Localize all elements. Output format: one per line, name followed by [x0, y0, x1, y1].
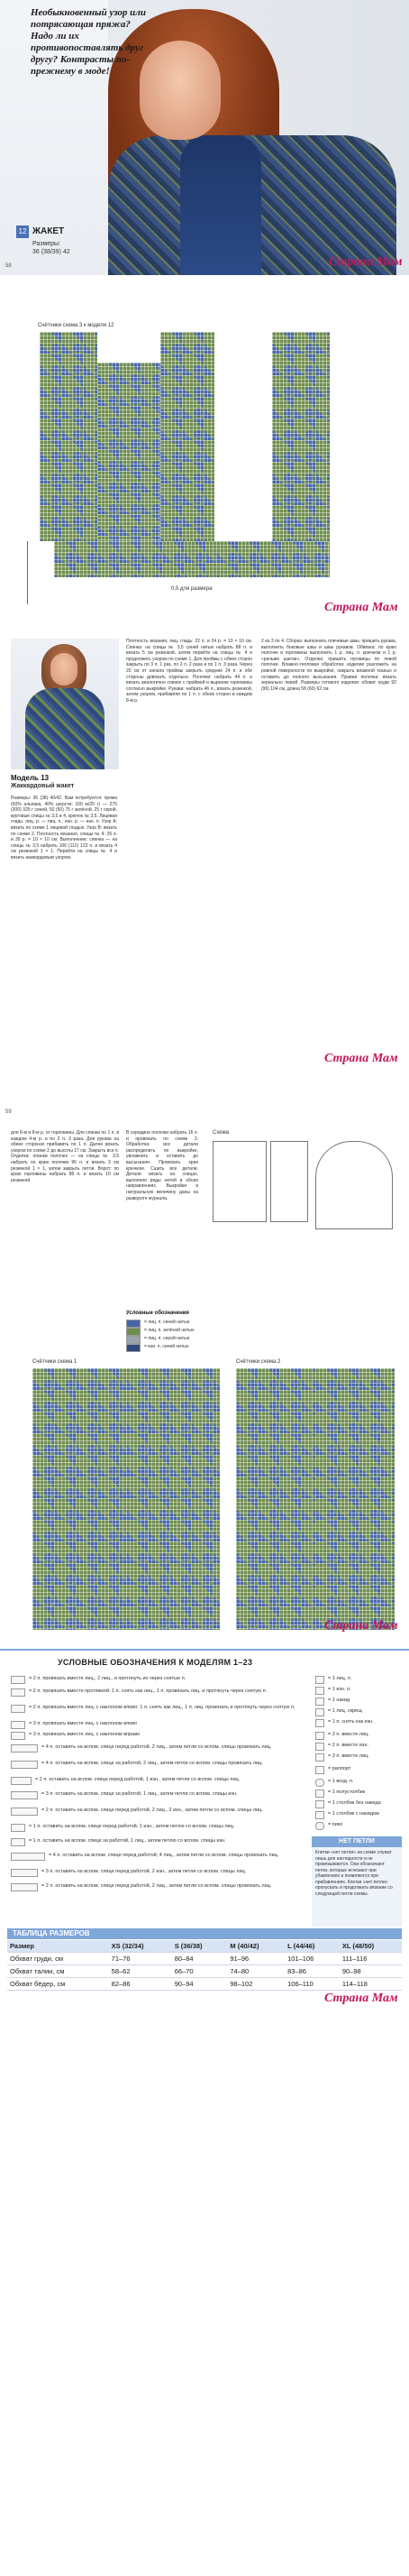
model13-text-col3: 2 из 3 по 4. Сборка: выполнить плечевые швы, пришить рукава, выполнить боковые швы и швы рукавов. Обвязка: по краю полочек и горловины выполнить 1 р. лиц. п. крючком и 1 р. «рачьим шагом». Отделка: пришить пуговицы по левой полочке. Влажно-тепловая обработка: изделие разложить на ровной поверхности по выкройке, накрыть влажной тканью и оставить до полного высыхания. Правая полочка: вязать зеркально левой. Размеры готового изделия: обхват груди 92 (96) 104 см, длина 58 (60) 62 см.	[261, 639, 396, 692]
watermark: Страна Мам	[324, 1619, 398, 1633]
knit-chart-bottom-band	[54, 541, 216, 577]
slip-stitch-icon	[315, 1719, 324, 1727]
cable-symbol-icon	[11, 1777, 32, 1785]
double-crochet-icon	[315, 1811, 324, 1819]
knit-chart-scheme1-left	[32, 1368, 126, 1630]
legend-item	[315, 1676, 402, 1684]
legend-item	[11, 1824, 308, 1832]
cable-symbol-icon	[11, 1883, 38, 1891]
table-cell: Обхват груди, см	[7, 1953, 109, 1965]
legend-text: = 3 п. провязать вместе лиц. с наклоном вправо	[29, 1732, 141, 1737]
yarnover-symbol-icon	[315, 1697, 324, 1706]
legend-item	[315, 1719, 402, 1727]
knit-chart-right-front	[272, 332, 330, 541]
size-table-title: ТАБЛИЦА РАЗМЕРОВ	[7, 1928, 402, 1939]
legend-item	[315, 1800, 402, 1808]
legend-text: = 2 п. провязать вместе лиц. с наклоном влево: 1 п. снять как лиц., 1 п. лиц. провязать и протянуть через снятую п.	[29, 1705, 295, 1710]
legend-text: = 2 п. вместе лиц.	[328, 1732, 369, 1737]
size-table-header-cell: L (44/46)	[285, 1940, 340, 1953]
picot-icon	[315, 1822, 324, 1830]
legend-item	[11, 1869, 308, 1877]
legend-item	[315, 1743, 402, 1751]
model13-text-col1: Размеры: 36 (38) 40/42. Вам потребуется: пряжа (60% альпака, 40% шерсти; 100 м/25 г) — 275 (300) 325 г синей, 50 (50) 75 г зелёной, 25 г серой, круговые спицы № 3,5 и 4, крючок № 3,5. Лицевая гладь: лиц. р. — лиц. п., изн. р. — изн. п. Узор A: вязать по схеме 1 лицевой гладью. Узор B: вязать по схеме 2. Плотность вязания, спицы № 4: 25 п. и 30 р. = 10 × 10 см. Выполнение: спинка — на спицы № 3,5 набрать 106 (112) 122 п. и вязать 4 см резинкой 1 × 1. Перейти на спицы № 4 и вязать жаккардовым узором.	[11, 796, 117, 860]
legend-text: = 2 п. вместе изн.	[328, 1743, 369, 1748]
legend-item	[315, 1779, 402, 1787]
legend-text: = изн. п. синей нитью	[144, 1344, 189, 1349]
pattern-piece-back	[213, 1141, 267, 1222]
model13-photo-face	[50, 653, 77, 685]
pattern-label: Схема	[213, 1130, 230, 1136]
model-photo-shirt	[180, 135, 261, 275]
legend-item	[11, 1853, 308, 1861]
legend-item	[11, 1777, 308, 1785]
table-cell: Обхват талии, см	[7, 1965, 109, 1978]
table-row	[7, 1978, 402, 1991]
legend-item	[11, 1808, 308, 1816]
legend-item	[11, 1791, 308, 1799]
legend-item	[11, 1883, 308, 1891]
watermark: Страна Мам	[324, 1992, 398, 2005]
knit-chart-left-shoulder	[97, 363, 160, 541]
table-cell: 90–98	[340, 1965, 402, 1978]
single-crochet-icon	[315, 1800, 324, 1808]
legend-item	[11, 1744, 308, 1753]
twisted-knit-icon	[315, 1708, 324, 1716]
knit-chart-bottom-band-right	[216, 541, 330, 577]
legend-text: = 3 п. оставить на вспом. спице за работой, 1 лиц., затем петли со вспом. спицы изн.	[41, 1791, 238, 1797]
legend-text: = 1 накид	[328, 1697, 350, 1703]
knit-symbol-icon	[11, 1705, 25, 1713]
cont-legend-list	[126, 1320, 195, 1352]
table-cell: 90–94	[172, 1978, 228, 1991]
legend-item	[315, 1753, 402, 1762]
knit-symbol-icon	[11, 1688, 25, 1697]
cover-section	[0, 0, 409, 275]
legend-text: = 2 п. провязать вместе протяжкой: 1 п. снять как лиц., 1 п. провязать лиц. и протянуть через снятую п.	[29, 1688, 268, 1694]
k3tog-icon	[315, 1753, 324, 1762]
cont-legend-item	[126, 1328, 195, 1336]
table-cell: 80–84	[172, 1953, 228, 1965]
model13-photo-jacket	[25, 688, 105, 769]
legend-item	[11, 1761, 308, 1769]
pattern-piece-front	[270, 1141, 308, 1222]
legend-text: = 1 возд. п.	[328, 1779, 354, 1784]
table-cell: 74–80	[227, 1965, 285, 1978]
legend-item	[11, 1705, 308, 1713]
legend-text: = 3 п. вместе лиц.	[328, 1753, 369, 1759]
legend-item	[315, 1811, 402, 1819]
model13-continuation-section	[0, 1123, 409, 1646]
cable-symbol-icon	[11, 1824, 25, 1832]
cont-text-col1: для 8-м и 8-м р. от горловины. Для спинки по 1 п. в каждом 4-м р. и по 2 п. 3 раза. Для рукава на обеих сторонах прибавить по 1 п. Далее вязать узором по схеме 2 до высоты 17 см. Закрыть все п. Отделка: планки полочек — на спицы № 3,5 набрать по краю полочки 96 п. и вязать 3 см резинкой 1 × 1, затем закрыть петли. Ворот: по краю горловины набрать 88 п. и вязать 10 см резинкой.	[11, 1130, 119, 1183]
swatch-darkblue	[126, 1344, 141, 1352]
knit-chart-left-front	[40, 332, 97, 541]
model-number-badge: 12	[16, 225, 29, 238]
neckline-gap-left	[97, 332, 160, 363]
divider	[0, 1649, 409, 1651]
table-cell: 106–110	[285, 1978, 340, 1991]
size-table-header	[7, 1940, 402, 1953]
legend-text: = лиц. п. зелёной нитью	[144, 1328, 195, 1333]
cont-legend-item	[126, 1344, 195, 1352]
size-table-header-cell: S (36/38)	[172, 1940, 228, 1953]
watermark: Страна Мам	[324, 1052, 398, 1065]
page-number: 59	[5, 1109, 12, 1115]
legend-text: = 2 п. провязать вместе лиц., 2 лиц., и протянуть их через снятые п.	[29, 1676, 186, 1681]
no-stitch-note-text: Клетки «нет петли» на схеме служат лишь для наглядности и не провязываются. Они обозначают петли, которые исчезают при убавлениях и появляются при прибавлениях. Клетки «нет петли» пропускать и продолжать вязание со следующей петли схемы.	[315, 1850, 393, 1897]
knit-symbol-icon	[315, 1676, 324, 1684]
chart-subcaption: 0,5 для размера	[171, 586, 213, 592]
table-cell: 58–62	[109, 1965, 172, 1978]
scheme2-label: Счётчики схема 2	[236, 1359, 281, 1365]
legend-text: = 1 столбик с накидом	[328, 1811, 379, 1817]
model13-text-col2: Плотность вязания, лиц. гладь: 22 п. и 24 р. = 10 × 10 см. Спинка: на спицы № 3,5 синей нитью набрать 88 п. и вязать 5 см резинкой, затем перейти на спицы № 4 и продолжить узором по схеме 1. Для проймы с обеих сторон закрыть по 3 п. 1 раз, по 2 п. 2 раза и по 1 п. 3 раза. Через 20 см от начала проймы закрыть средние 24 п. и обе стороны довязать отдельно. Полочки: набрать 44 п. и вязать аналогично спинке с проймой и вырезом горловины согласно выкройке. Рукава: набрать 46 п., вязать резинкой, затем узором, прибавляя по 1 п. с обеих сторон в каждом 8-м р.	[126, 639, 252, 704]
watermark: Страна Мам	[329, 255, 403, 269]
model13-photo	[11, 639, 119, 769]
cont-legend-item	[126, 1320, 195, 1328]
table-cell: 114–118	[340, 1978, 402, 1991]
legend-item	[315, 1822, 402, 1830]
half-double-icon	[315, 1789, 324, 1798]
table-cell: 71–76	[109, 1953, 172, 1965]
repeat-icon	[315, 1766, 324, 1774]
legend-title: УСЛОВНЫЕ ОБОЗНАЧЕНИЯ К МОДЕЛЯМ 1–23	[58, 1658, 253, 1667]
model13-heading: Модель 13	[11, 774, 50, 782]
legend-text: = 1 полустолбик	[328, 1789, 366, 1795]
page-number: 58	[5, 263, 12, 269]
swatch-green	[126, 1328, 141, 1336]
legend-text: = 2 п. оставить на вспом. спице перед работой, 2 лиц., 2 изн., затем петли со вспом. спицы лиц.	[41, 1808, 263, 1813]
legend-text: = раппорт	[328, 1766, 351, 1771]
size-table-header-cell: XL (48/50)	[340, 1940, 402, 1953]
legend-text: = лиц. п. синей нитью	[144, 1320, 190, 1325]
cable-symbol-icon	[11, 1869, 38, 1877]
chart-scheme-section	[0, 280, 409, 626]
knit-chart-scheme1-right	[126, 1368, 220, 1630]
legend-text: = 1 п. оставить на вспом. спице за работой, 1 лиц., затем петлю со вспом. спицы изн.	[29, 1838, 226, 1844]
legend-text: = лиц. п. серой нитью	[144, 1336, 190, 1341]
size-table	[7, 1940, 402, 1991]
model-photo-face	[140, 41, 221, 140]
legend-text: = 1 п. снять как изн.	[328, 1719, 374, 1725]
knit-chart-scheme2-right	[315, 1368, 395, 1630]
sizes-label: Размеры:	[32, 241, 61, 247]
size-table-header-cell: Размер	[7, 1940, 109, 1953]
table-cell: Обхват бёдер, см	[7, 1978, 109, 1991]
chart-size-marker	[27, 541, 39, 604]
cont-text-col2: В середине полочки набрать 16 п. и провязать по схеме 3. Обработка: все детали распределить по выкройке, увлажнить и оставить до высыхания. Провязать края крючком. Сшить все детали. Детали вязать на спицах, выполняя ряды нитей в обоих направлениях. Выкройки в натуральную величину даны на развороте журнала.	[126, 1130, 198, 1201]
cable-symbol-icon	[11, 1744, 38, 1753]
legend-text: = 1 п. оставить на вспом. спице перед работой, 1 изн., затем петлю со вспом. спицы лиц.	[29, 1824, 235, 1829]
cont-legend-item	[126, 1336, 195, 1344]
table-row	[7, 1953, 402, 1965]
table-cell: 91–96	[227, 1953, 285, 1965]
table-cell: 101–106	[285, 1953, 340, 1965]
legend-item	[315, 1687, 402, 1695]
knit-chart-center	[160, 332, 214, 541]
size-table-header-cell: XS (32/34)	[109, 1940, 172, 1953]
cable-symbol-icon	[11, 1838, 25, 1846]
swatch-blue	[126, 1320, 141, 1328]
legend-text: = 1 лиц. п.	[328, 1676, 352, 1681]
knit-symbol-icon	[11, 1732, 25, 1740]
knit-symbol-icon	[11, 1676, 25, 1684]
legend-text: = 1 изн. п.	[328, 1687, 351, 1692]
pattern-piece-sleeve	[315, 1141, 393, 1229]
chain-stitch-icon	[315, 1779, 324, 1787]
k2tog-icon	[315, 1732, 324, 1740]
legend-item	[11, 1721, 308, 1729]
table-row	[7, 1965, 402, 1978]
legend-text: = 3 п. оставить на вспом. спице перед работой, 2 изн., затем петли со вспом. спицы лиц.	[41, 1869, 247, 1874]
scheme1-label: Счётчики схема 1	[32, 1359, 77, 1365]
p2tog-icon	[315, 1743, 324, 1751]
intro-quote: Необыкновенный узор или потрясающая пряжа? Надо ли их противопоставлять друг другу? Контрасты по-прежнему в моде!	[31, 7, 146, 77]
legend-text: = 2 п. оставить на вспом. спице перед работой, 2 лиц., затем петли со вспом. спицы провязать лиц.	[41, 1883, 272, 1889]
cable-symbol-icon	[11, 1791, 38, 1799]
knit-symbol-icon	[11, 1721, 25, 1729]
knit-chart-scheme2-left	[236, 1368, 315, 1630]
legend-item	[315, 1789, 402, 1798]
legend-item	[315, 1708, 402, 1716]
table-cell: 83–86	[285, 1965, 340, 1978]
table-cell: 66–70	[172, 1965, 228, 1978]
table-cell: 82–86	[109, 1978, 172, 1991]
legend-item	[315, 1697, 402, 1706]
legend-item	[11, 1688, 308, 1697]
legend-item	[11, 1676, 308, 1684]
model-title: ЖАКЕТ	[32, 226, 65, 236]
legend-text: = 2 п. оставить на вспом. спице перед работой, 1 изн., затем петли со вспом. спицы лиц.	[35, 1777, 241, 1782]
legend-text: = 4 п. оставить на вспом. спице перед работой, 4 лиц., затем петли со вспом. спицы провязать лиц.	[49, 1853, 279, 1858]
no-stitch-note	[312, 1836, 402, 1927]
text-column-inner	[214, 332, 272, 541]
purl-symbol-icon	[315, 1687, 324, 1695]
sizes-value: 36 (38/39) 42	[32, 249, 70, 255]
no-stitch-note-heading: НЕТ ПЕТЛИ	[312, 1836, 402, 1847]
legend-text: = 4 п. оставить на вспом. спице за работой, 2 лиц., затем петли со вспом. спицы провязать лиц.	[41, 1761, 263, 1766]
cable-symbol-icon	[11, 1853, 45, 1861]
legend-item	[315, 1766, 402, 1774]
chart-caption: Счётчики схема 3 к модели 12	[38, 323, 114, 328]
model13-subheading: Жаккардовый жакет	[11, 783, 75, 789]
table-cell: 111–116	[340, 1953, 402, 1965]
cable-symbol-icon	[11, 1761, 38, 1769]
legend-text: = 3 п. провязать вместе лиц. с наклоном влево	[29, 1721, 138, 1726]
legend-item	[11, 1838, 308, 1846]
legend-text: = пико	[328, 1822, 343, 1827]
model13-section	[0, 631, 409, 1123]
legend-item	[11, 1732, 308, 1740]
legend-section	[0, 1649, 409, 2576]
table-cell: 98–102	[227, 1978, 285, 1991]
legend-text: = 4 п. оставить на вспом. спице перед работой, 2 лиц., затем петли со вспом. спицы провязать лиц.	[41, 1744, 272, 1750]
cont-legend-title: Условные обозначения	[126, 1311, 189, 1316]
legend-text: = 1 столбик без накида	[328, 1800, 381, 1806]
legend-text: = 1 лиц. скрещ.	[328, 1708, 364, 1714]
cable-symbol-icon	[11, 1808, 38, 1816]
size-table-header-cell: M (40/42)	[227, 1940, 285, 1953]
swatch-grey	[126, 1336, 141, 1344]
watermark: Страна Мам	[324, 601, 398, 614]
legend-item	[315, 1732, 402, 1740]
